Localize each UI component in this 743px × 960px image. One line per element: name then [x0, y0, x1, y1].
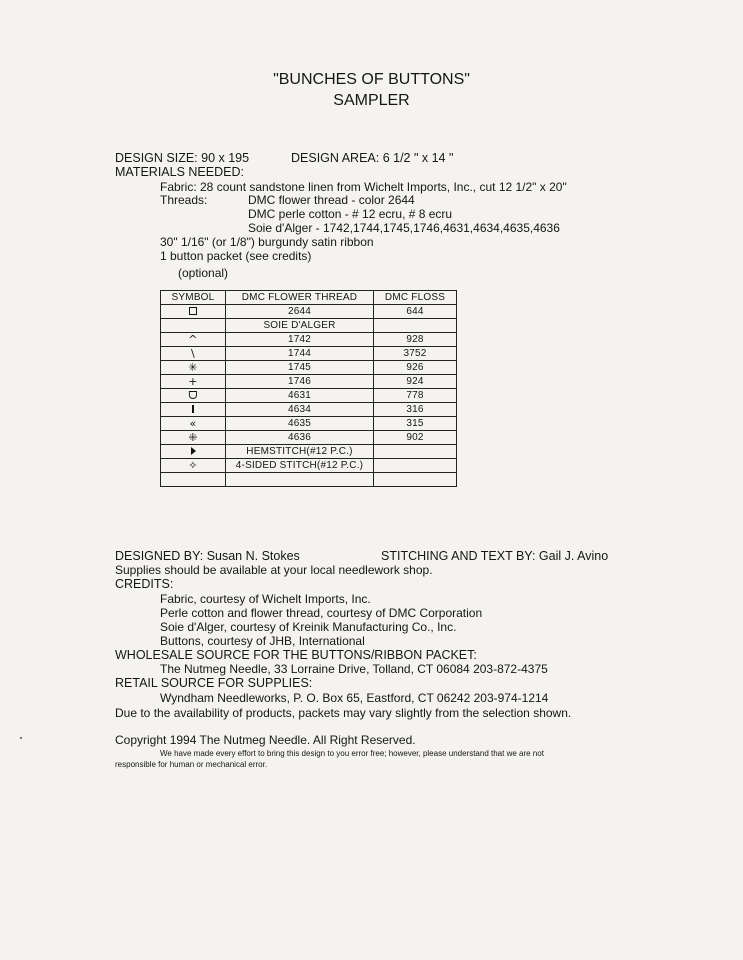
- table-row: [161, 347, 457, 361]
- stitching-by: STITCHING AND TEXT BY: Gail J. Avino: [381, 549, 609, 563]
- table-cell-floss: 924: [374, 375, 457, 389]
- availability-note: Due to the availability of products, packets may vary slightly from the selection shown.: [115, 706, 572, 720]
- plus-symbol-icon: +: [161, 375, 226, 389]
- table-cell-floss: 778: [374, 389, 457, 403]
- table-row: [161, 361, 457, 375]
- credits-heading: CREDITS:: [115, 577, 174, 591]
- title-line-2: SAMPLER: [333, 92, 410, 109]
- header-symbol: SYMBOL: [161, 291, 226, 305]
- credit-item: Buttons, courtesy of JHB, International: [160, 634, 365, 648]
- table-row: [161, 403, 457, 417]
- table-cell-thread: 1746: [226, 375, 374, 389]
- disclaimer-line-2: responsible for human or mechanical error.: [115, 760, 268, 769]
- supplies-note: Supplies should be available at your local needlework shop.: [115, 563, 433, 577]
- table-cell-thread: 1744: [226, 347, 374, 361]
- table-cell-floss: 902: [374, 431, 457, 445]
- wholesale-detail: The Nutmeg Needle, 33 Lorraine Drive, Tolland, CT 06084 203-872-4375: [160, 662, 548, 676]
- double-chevron-symbol-icon: «: [161, 417, 226, 431]
- table-cell-thread: 4635: [226, 417, 374, 431]
- table-cell-thread: [226, 473, 374, 487]
- table-cell-floss: [374, 459, 457, 473]
- caret-symbol-icon: ^: [161, 333, 226, 347]
- credit-item: Soie d'Alger, courtesy of Kreinik Manufacturing Co., Inc.: [160, 620, 457, 634]
- backslash-symbol-icon: \: [161, 347, 226, 361]
- thread-line-2: DMC perle cotton - # 12 ecru, # 8 ecru: [248, 207, 453, 221]
- table-row: [161, 459, 457, 473]
- table-cell-floss: 315: [374, 417, 457, 431]
- shield-symbol-icon: ᗜ: [161, 389, 226, 403]
- retail-detail: Wyndham Needleworks, P. O. Box 65, Eastford, CT 06242 203-974-1214: [160, 691, 549, 705]
- hash-cross-symbol-icon: ⁜: [161, 431, 226, 445]
- four-point-star-symbol-icon: ✧: [161, 459, 226, 473]
- table-cell-floss: [374, 319, 457, 333]
- thread-key-table: [160, 290, 457, 487]
- design-size: DESIGN SIZE: 90 x 195: [115, 151, 250, 165]
- wholesale-heading: WHOLESALE SOURCE FOR THE BUTTONS/RIBBON PACKET:: [115, 648, 477, 662]
- table-cell-thread: 1742: [226, 333, 374, 347]
- table-cell-thread: 1745: [226, 361, 374, 375]
- table-cell-floss: 644: [374, 305, 457, 319]
- triangle-symbol-icon: [161, 445, 226, 459]
- asterisk-symbol-icon: ✳: [161, 361, 226, 375]
- table-row: [161, 375, 457, 389]
- square-symbol-icon: [161, 305, 226, 319]
- bar-symbol-icon: [161, 403, 226, 417]
- table-cell-thread: 4631: [226, 389, 374, 403]
- table-row: [161, 333, 457, 347]
- retail-heading: RETAIL SOURCE FOR SUPPLIES:: [115, 676, 313, 690]
- table-row: [161, 431, 457, 445]
- table-row: [161, 305, 457, 319]
- disclaimer-line-1: We have made every effort to bring this design to you error free; however, please understand that we are not: [160, 749, 544, 758]
- table-row: [161, 389, 457, 403]
- table-cell-floss: 926: [374, 361, 457, 375]
- table-row: [161, 319, 457, 333]
- table-cell-thread: 2644: [226, 305, 374, 319]
- fabric-line: Fabric: 28 count sandstone linen from Wichelt Imports, Inc., cut 12 1/2" x 20": [160, 180, 567, 194]
- designed-by: DESIGNED BY: Susan N. Stokes: [115, 549, 300, 563]
- table-cell-floss: 316: [374, 403, 457, 417]
- credit-item: Perle cotton and flower thread, courtesy of DMC Corporation: [160, 606, 483, 620]
- credit-item: Fabric, courtesy of Wichelt Imports, Inc.: [160, 592, 371, 606]
- table-cell-thread: SOIE D'ALGER: [226, 319, 374, 333]
- copyright: Copyright 1994 The Nutmeg Needle. All Right Reserved.: [115, 733, 416, 747]
- table-cell-floss: 928: [374, 333, 457, 347]
- thread-line-3: Soie d'Alger - 1742,1744,1745,1746,4631,4634,4635,4636: [248, 221, 560, 235]
- title-line-1: "BUNCHES OF BUTTONS": [273, 71, 470, 88]
- table-cell-floss: 3752: [374, 347, 457, 361]
- header-dmc-floss: DMC FLOSS: [374, 291, 457, 305]
- optional-note: (optional): [178, 266, 229, 280]
- table-cell-thread: 4636: [226, 431, 374, 445]
- design-area: DESIGN AREA: 6 1/2 " x 14 ": [291, 151, 454, 165]
- table-row: [161, 445, 457, 459]
- buttons-line: 1 button packet (see credits): [160, 249, 312, 263]
- table-cell-thread: HEMSTITCH(#12 P.C.): [226, 445, 374, 459]
- ribbon-line: 30" 1/16" (or 1/8") burgundy satin ribbon: [160, 235, 374, 249]
- table-cell-thread: 4-SIDED STITCH(#12 P.C.): [226, 459, 374, 473]
- thread-line-1: DMC flower thread - color 2644: [248, 193, 415, 207]
- stray-mark: [20, 737, 22, 739]
- materials-heading: MATERIALS NEEDED:: [115, 165, 244, 179]
- table-row: [161, 417, 457, 431]
- header-flower-thread: DMC FLOWER THREAD: [226, 291, 374, 305]
- table-header-row: [161, 291, 457, 305]
- table-cell-floss: [374, 473, 457, 487]
- table-row: [161, 473, 457, 487]
- threads-label: Threads:: [160, 193, 208, 207]
- table-cell-symbol: [161, 473, 226, 487]
- table-cell-symbol: [161, 319, 226, 333]
- table-cell-floss: [374, 445, 457, 459]
- table-cell-thread: 4634: [226, 403, 374, 417]
